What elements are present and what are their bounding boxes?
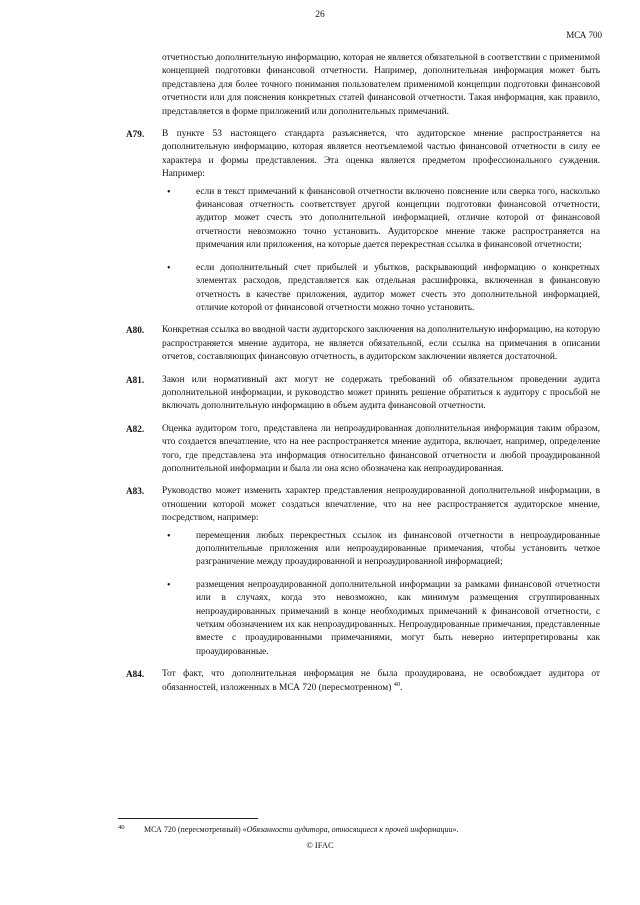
footnote-text-italic: Обязанности аудитора, относящиеся к прочей информации bbox=[246, 825, 453, 834]
list-item-text: перемещения любых перекрестных ссылок из финансовой отчетности в непроаудированные дополнительные приложения или непроаудированные примечания, чтобы установить четкое разграничение между проаудированной и непроаудированной информацией; bbox=[196, 530, 600, 568]
list-item bbox=[162, 530, 600, 570]
paragraph-text-end: . bbox=[400, 682, 403, 693]
paragraph-text: Закон или нормативный акт могут не содержать требований об обязательном проведении аудита дополнительной информации, и руководство может принять решение обратиться к аудитору с просьбой не включать дополнительную информацию в объем аудита финансовой отчетности. bbox=[162, 374, 600, 412]
paragraph-text-main: Тот факт, что дополнительная информация не была проаудирована, не освобождает аудитора от обязанностей, изложенных в МСА 720 (пересмотренном) bbox=[162, 669, 600, 693]
paragraph-number: A80. bbox=[126, 325, 145, 336]
paragraph-number: A83. bbox=[126, 486, 145, 497]
list-item-text: если дополнительный счет прибылей и убытков, раскрывающий информацию о конкретных элементах расходов, представляется как отдельная расшифровка, включенная в финансовую отчетность в качестве приложения, аудитор может счесть это дополнительной информацией, отличие которой от финансовой отчетности можно точно установить. bbox=[196, 262, 600, 313]
list-item-text: размещения непроаудированной дополнительной информации за рамками финансовой отчетности или в случаях, когда это невозможно, как минимум размещения сгруппированных непроаудированных примечаний в конце необходимых примечаний к финансовой отчетности, с четким обозначением их как непроаудированных. Непроаудированные примечания, представленные вместе с проаудированными примечаниями, могут быть неверно интерпретированы как проаудированные. bbox=[196, 579, 600, 657]
paragraph-number: A81. bbox=[126, 374, 145, 385]
page-number: 26 bbox=[315, 10, 325, 20]
paragraph-a81 bbox=[126, 374, 600, 414]
paragraph-number: A82. bbox=[126, 423, 145, 434]
bullet-list bbox=[162, 186, 600, 316]
footnote-text bbox=[118, 824, 598, 835]
bullet-icon: • bbox=[167, 186, 171, 198]
bullet-icon: • bbox=[167, 530, 171, 542]
footnote bbox=[118, 824, 598, 835]
paragraph-number: A79. bbox=[126, 129, 145, 140]
intro-paragraph: отчетностью дополнительную информацию, которая не является обязательной в соответствии с применимой концепцией подготовки финансовой отчетности. Например, дополнительная информация может быть представлена для более точного понимания пользователем применимой концепции подготовки финансовой отчетности или для пояснения конкретных статей финансовой отчетности. Такая информация, как правило, представляется в форме приложений или дополнительных примечаний. bbox=[162, 53, 600, 117]
paragraph-text: В пункте 53 настоящего стандарта разъясняется, что аудиторское мнение распространяется на дополнительную информацию, которая является неотъемлемой частью финансовой отчетности в силу ее характера и формы представления. Эта оценка является предметом профессионального суждения. Например: bbox=[162, 129, 600, 180]
paragraph-a80 bbox=[126, 324, 600, 364]
copyright-notice: © IFAC bbox=[306, 840, 334, 850]
bullet-list bbox=[162, 530, 600, 660]
footnote-text-end: ». bbox=[452, 825, 459, 834]
bullet-icon: • bbox=[167, 262, 171, 274]
paragraph-text: Конкретная ссылка во вводной части аудиторского заключения на дополнительную информацию, на которую распространяется мнение аудитора, не является обязательной, если ссылка на примечания в описании отчетов, составляющих финансовую отчетность, в аудиторском заключении является достаточной. bbox=[162, 325, 600, 363]
paragraph-a79 bbox=[126, 128, 600, 315]
footnote-number: 40 bbox=[118, 824, 125, 831]
paragraph-text: Руководство может изменить характер представления непроаудированной дополнительной информации, в отношении которой может создаться впечатление, что на нее распространяется аудиторское мнение, посредством, например: bbox=[162, 486, 600, 524]
page-body bbox=[126, 52, 600, 695]
list-item bbox=[162, 579, 600, 659]
paragraph-a84 bbox=[126, 668, 600, 695]
document-code: МСА 700 bbox=[566, 30, 602, 40]
list-item bbox=[162, 186, 600, 253]
footnote-text-plain: МСА 720 (пересмотренный) « bbox=[144, 825, 247, 834]
paragraph-a83 bbox=[126, 485, 600, 659]
list-item-text: если в текст примечаний к финансовой отчетности включено пояснение или сверка того, насколько финансовая отчетность соответствует другой концепции подготовки финансовой отчетности, аудитор может счесть это дополнительной информацией, отличие которой от финансовой отчетности невозможно точно установить. Аудиторское мнение также распространяется на примечания или приложения, на которые дается перекрестная ссылка в финансовой отчетности; bbox=[196, 186, 600, 251]
paragraph-text: Оценка аудитором того, представлена ли непроаудированная дополнительная информация таким образом, что создается впечатление, что на нее распространяется мнение аудитора, включает, например, определение того, где представлена эта информация относительно финансовой отчетности и любой проаудированной дополнительной информации и была ли она ясно обозначена как непроаудированная. bbox=[162, 423, 600, 474]
bullet-icon: • bbox=[167, 579, 171, 591]
paragraph-number: A84. bbox=[126, 669, 145, 680]
list-item bbox=[162, 262, 600, 316]
footnote-divider bbox=[118, 818, 258, 819]
footnote-reference[interactable]: 40 bbox=[393, 680, 401, 688]
paragraph-a82 bbox=[126, 423, 600, 477]
paragraph-text bbox=[162, 668, 600, 695]
